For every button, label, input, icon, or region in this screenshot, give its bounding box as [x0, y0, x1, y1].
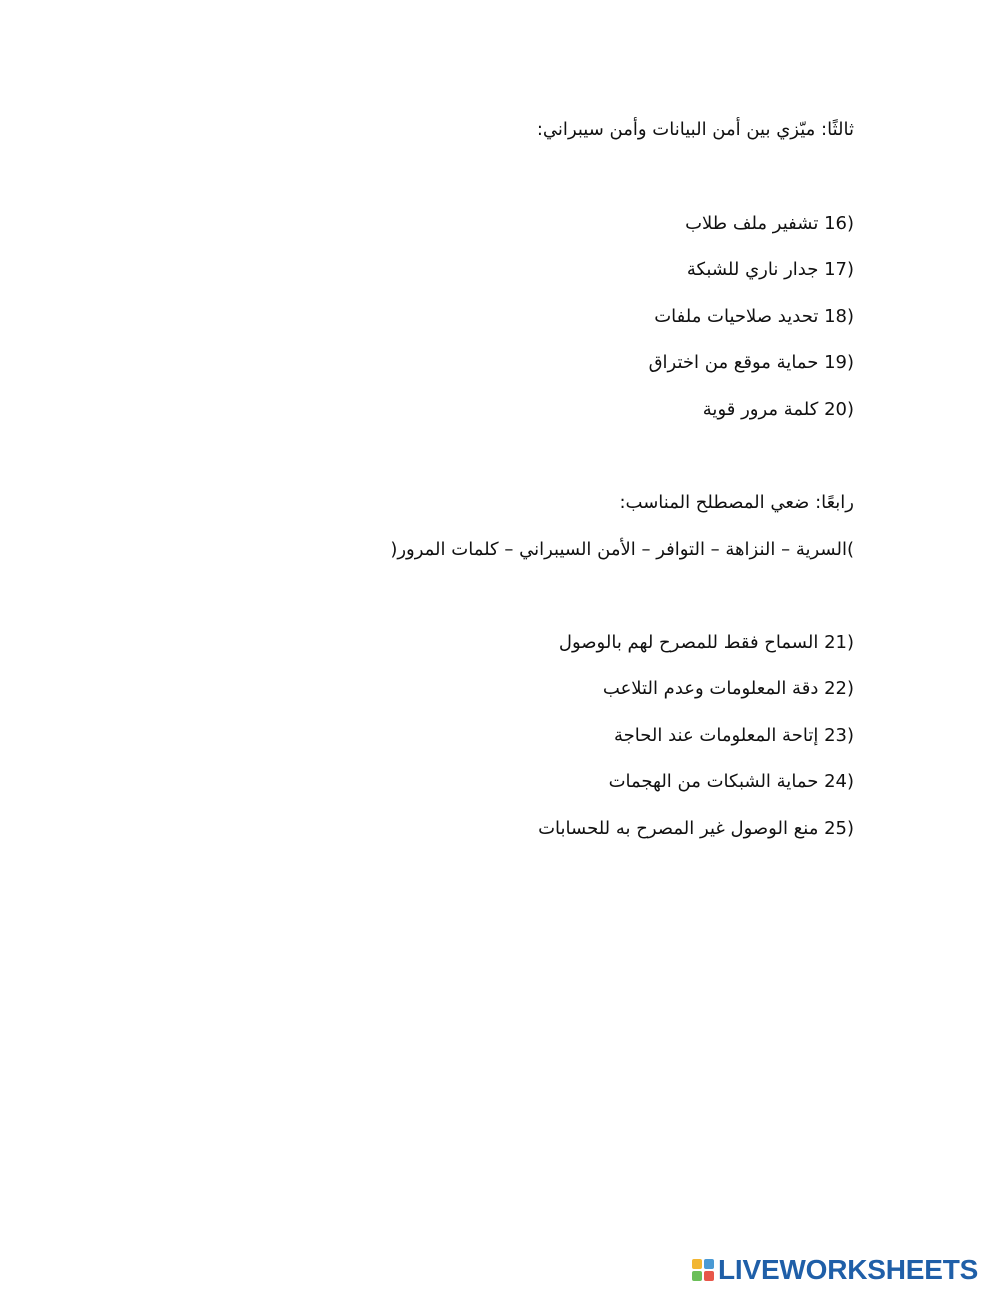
question-18: (18 تحديد صلاحيات ملفات [654, 306, 854, 327]
logo-tile-1 [692, 1259, 702, 1269]
section-4-heading: رابعًا: ضعي المصطلح المناسب: [619, 492, 854, 513]
question-20: (20 كلمة مرور قوية [702, 399, 854, 420]
question-24: (24 حماية الشبكات من الهجمات [608, 771, 854, 792]
liveworksheets-logo-icon [692, 1259, 714, 1281]
question-23: (23 إتاحة المعلومات عند الحاجة [614, 725, 854, 746]
liveworksheets-branding [692, 1253, 992, 1287]
question-25: (25 منع الوصول غير المصرح به للحسابات [538, 818, 854, 839]
question-17: (17 جدار ناري للشبكة [686, 259, 854, 280]
logo-tile-4 [704, 1271, 714, 1281]
question-16: (16 تشفير ملف طلاب [685, 213, 854, 234]
section-3-heading: ثالثًا: ميّزي بين أمن البيانات وأمن سيبراني: [536, 119, 854, 140]
question-19: (19 حماية موقع من اختراق [648, 352, 854, 373]
question-22: (22 دقة المعلومات وعدم التلاعب [602, 678, 854, 699]
term-choices: )السرية – النزاهة – التوافر – الأمن السيبراني – كلمات المرور( [390, 539, 854, 560]
brand-name: LIVEWORKSHEETS [718, 1254, 979, 1285]
question-21: (21 السماح فقط للمصرح لهم بالوصول [558, 632, 854, 653]
logo-tile-3 [692, 1271, 702, 1281]
logo-tile-2 [704, 1259, 714, 1269]
